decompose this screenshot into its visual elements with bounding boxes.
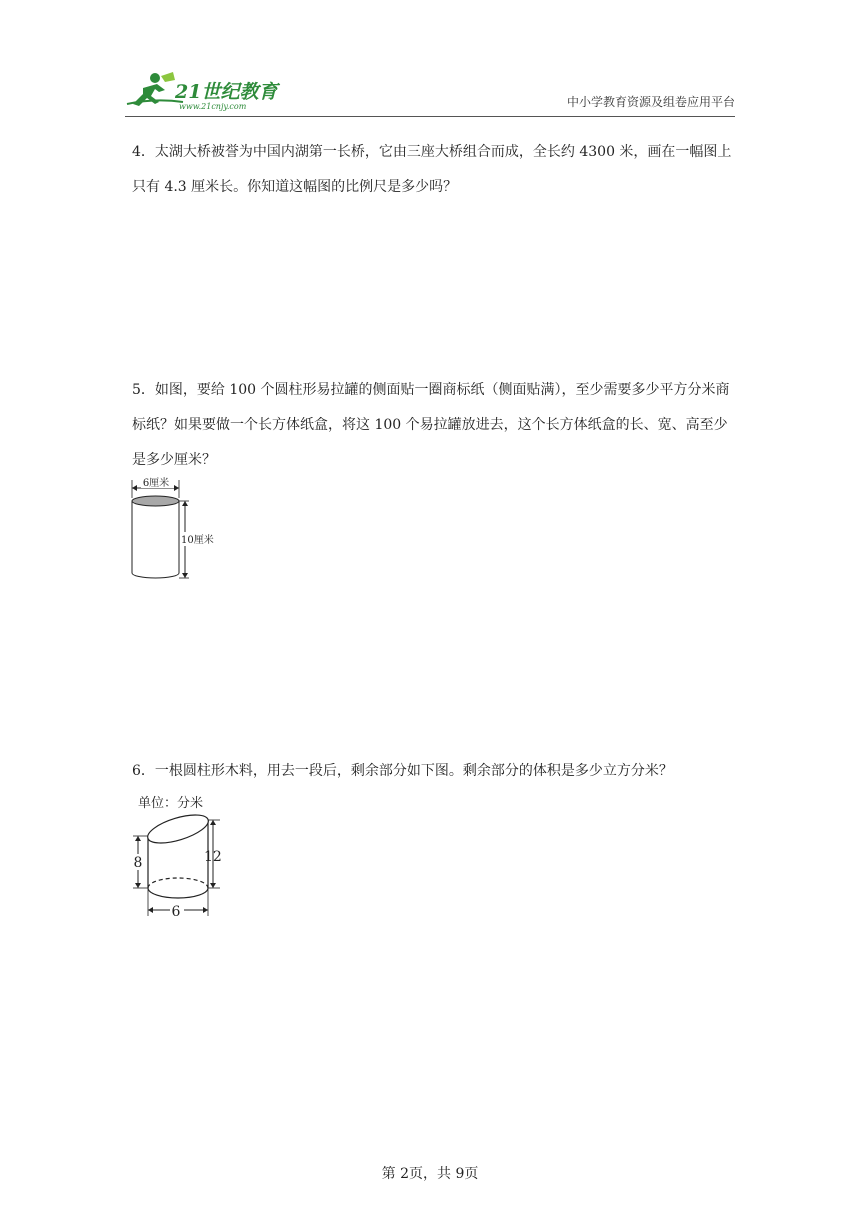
cut-cylinder-figure [130,790,240,920]
platform-label: 中小学教育资源及组卷应用平台 [566,95,735,109]
page-header [125,64,735,120]
question-6-text: 6．一根圆柱形木料，用去一段后，剩余部分如下图。剩余部分的体积是多少立方分米？ [132,763,673,779]
can-figure [125,474,225,584]
left-height-label: 8 [133,855,143,871]
question-4 [132,135,732,205]
page-footer: 第 2页，共 9页 [381,1166,479,1182]
header-divider [125,116,735,117]
logo-text: 21世纪教育 [175,81,278,103]
diameter-label: 6 [171,904,181,920]
right-height-label: 12 [204,849,222,865]
unit-label: 单位：分米 [138,796,204,811]
height-label: 10厘米 [181,535,214,546]
question-5 [132,373,732,478]
logo [125,68,300,112]
logo-url: www.21cnjy.com [179,102,247,111]
question-4-text: 4．太湖大桥被誉为中国内湖第一长桥，它由三座大桥组合而成，全长约 4300 米，画在一幅图上只有 4.3 厘米长。你知道这幅图的比例尺是多少吗？ [132,144,732,195]
question-5-text: 5．如图，要给 100 个圆柱形易拉罐的侧面贴一圈商标纸（侧面贴满），至少需要多少平方分米商标纸？如果要做一个长方体纸盒，将这 100 个易拉罐放进去，这个长方体纸盒的长、宽、高至少是多少厘米？ [132,382,730,468]
question-6 [132,754,732,789]
diameter-label: 6厘米 [142,478,170,489]
